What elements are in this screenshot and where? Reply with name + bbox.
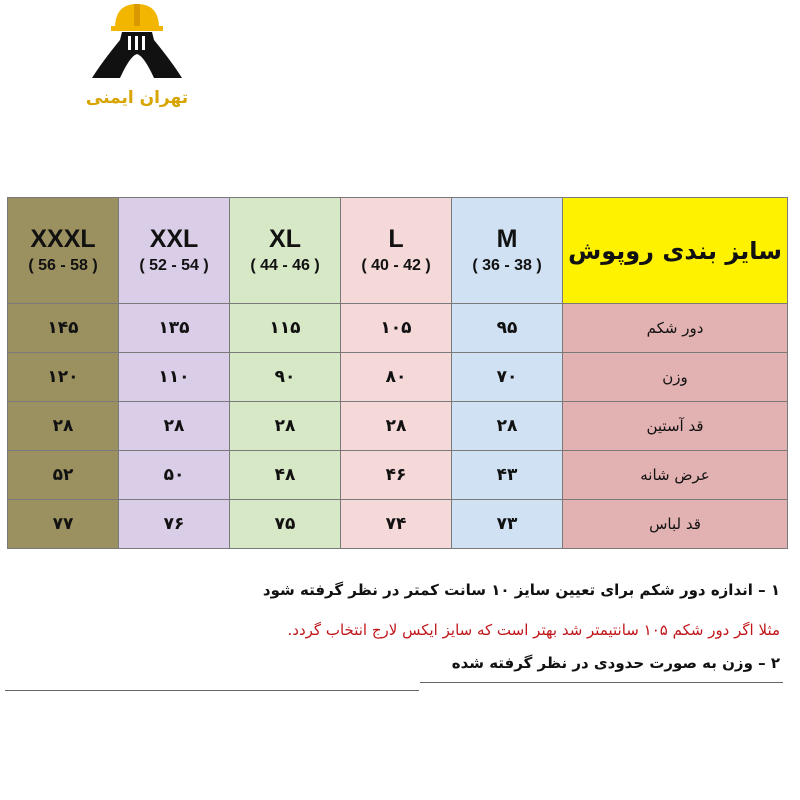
- table-cell: ۱۲۰: [8, 353, 119, 402]
- brand-logo: [82, 0, 192, 115]
- size-range: ( 52 - 54 ): [139, 256, 209, 274]
- table-header-row: [8, 198, 788, 304]
- table-cell: ۲۸: [341, 402, 452, 451]
- table-row: [8, 402, 788, 451]
- table-cell: ۴۳: [452, 451, 563, 500]
- size-range: ( 40 - 42 ): [361, 256, 431, 274]
- size-header-xxl: [119, 198, 230, 304]
- note-2: ۲ – وزن به صورت حدودی در نظر گرفته شده: [451, 654, 780, 672]
- table-row: [8, 353, 788, 402]
- table-row: [8, 304, 788, 353]
- table-cell: ۷۷: [8, 500, 119, 549]
- size-label: M: [496, 224, 518, 253]
- brand-name: تهران ایمنی: [85, 88, 189, 108]
- table-cell: ۱۰۵: [341, 304, 452, 353]
- tower-helmet-icon: [82, 0, 192, 90]
- note-1: ۱ – اندازه دور شکم برای تعیین سایز ۱۰ سانت کمتر در نظر گرفته شود: [262, 581, 780, 599]
- table-cell: ۴۸: [230, 451, 341, 500]
- table-row: [8, 451, 788, 500]
- table-cell: ۷۰: [452, 353, 563, 402]
- size-range: ( 36 - 38 ): [472, 256, 542, 274]
- table-cell: ۵۲: [8, 451, 119, 500]
- size-header-m: [452, 198, 563, 304]
- size-header-xxxl: [8, 198, 119, 304]
- table-row: [8, 500, 788, 549]
- size-label: XXL: [149, 224, 199, 253]
- size-table: [7, 197, 788, 549]
- row-label: قد آستین: [563, 402, 788, 451]
- row-label: عرض شانه: [563, 451, 788, 500]
- row-label: دور شکم: [563, 304, 788, 353]
- table-cell: ۱۳۵: [119, 304, 230, 353]
- table-title: سایز بندی روپوش: [563, 198, 788, 304]
- size-label: XL: [269, 224, 301, 253]
- table-cell: ۷۶: [119, 500, 230, 549]
- table-cell: ۲۸: [119, 402, 230, 451]
- table-cell: ۲۸: [452, 402, 563, 451]
- table-cell: ۵۰: [119, 451, 230, 500]
- divider: [420, 682, 783, 683]
- table-cell: ۱۱۵: [230, 304, 341, 353]
- size-header-l: [341, 198, 452, 304]
- row-label: وزن: [563, 353, 788, 402]
- table-cell: ۷۳: [452, 500, 563, 549]
- table-cell: ۲۸: [8, 402, 119, 451]
- size-range: ( 44 - 46 ): [250, 256, 320, 274]
- divider: [5, 690, 419, 691]
- table-cell: ۱۱۰: [119, 353, 230, 402]
- table-cell: ۲۸: [230, 402, 341, 451]
- size-range: ( 56 - 58 ): [28, 256, 98, 274]
- size-label: XXXL: [30, 224, 96, 253]
- size-label: L: [388, 224, 404, 253]
- table-cell: ۷۵: [230, 500, 341, 549]
- table-cell: ۴۶: [341, 451, 452, 500]
- note-example: مثلا اگر دور شکم ۱۰۵ سانتیمتر شد بهتر است که سایز ایکس لارج انتخاب گردد.: [287, 621, 780, 639]
- table-cell: ۹۵: [452, 304, 563, 353]
- size-header-xl: [230, 198, 341, 304]
- table-cell: ۷۴: [341, 500, 452, 549]
- table-cell: ۸۰: [341, 353, 452, 402]
- row-label: قد لباس: [563, 500, 788, 549]
- table-cell: ۱۴۵: [8, 304, 119, 353]
- table-cell: ۹۰: [230, 353, 341, 402]
